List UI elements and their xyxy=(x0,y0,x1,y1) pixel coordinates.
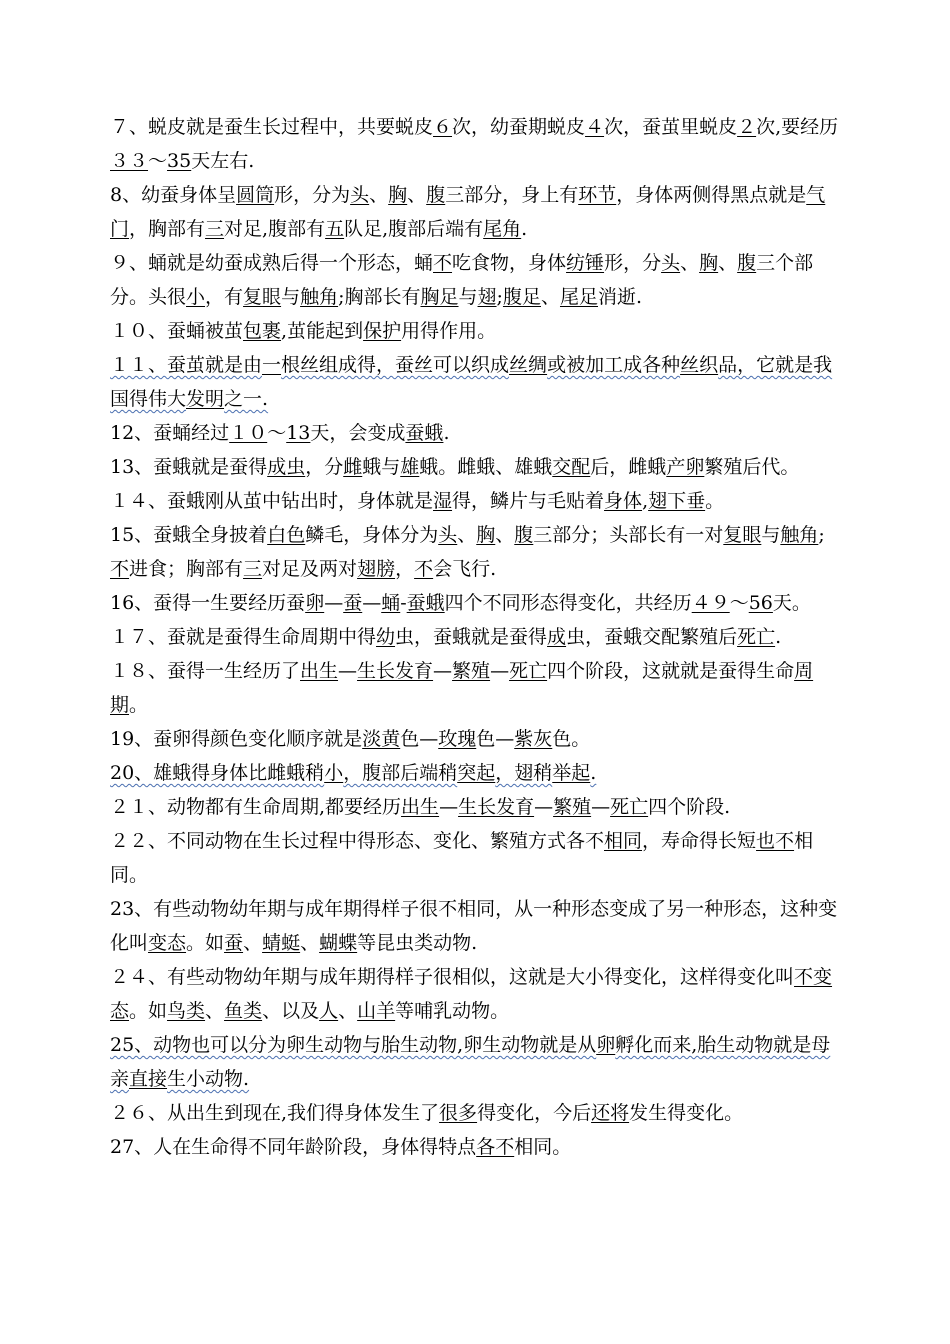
answer-blank: 不 xyxy=(414,558,434,580)
item-text: 三个部分。头很 xyxy=(110,252,814,308)
item-text: — xyxy=(490,660,510,682)
item-text: 15、蚕蛾全身披着 xyxy=(110,524,268,546)
answer-blank: 出生 xyxy=(401,796,440,818)
answer-blank: 突起 xyxy=(457,762,496,784)
item-text: , xyxy=(642,490,649,512)
item-text: 8、幼蚕身体呈 xyxy=(110,184,237,206)
answer-blank: 相同 xyxy=(604,830,643,852)
item-text: ～ xyxy=(148,150,168,172)
wavy-marked-text: 孵化而来,胎生动物就是母亲 xyxy=(110,1034,831,1090)
answer-blank: ６ xyxy=(433,116,453,138)
item-text: 天，会变成 xyxy=(310,422,406,444)
item-text: 天左右. xyxy=(191,150,255,172)
answer-blank: 13 xyxy=(286,422,311,444)
item-text: ， xyxy=(395,558,415,580)
list-item xyxy=(110,1096,840,1130)
item-text: ，有 xyxy=(205,286,244,308)
answer-blank: 蛹 xyxy=(381,592,401,614)
item-text: 三部分，身上有 xyxy=(445,184,579,206)
item-text: 形，分为 xyxy=(274,184,351,206)
wavy-marked-text: 之一. xyxy=(224,388,269,410)
item-text: 会飞行. xyxy=(433,558,497,580)
answer-blank: 不变态 xyxy=(110,966,833,1022)
item-text: 虫，蚕蛾交配繁殖后 xyxy=(566,626,738,648)
answer-blank: ３３ xyxy=(110,150,149,172)
item-text: - xyxy=(400,592,407,614)
item-text: ; xyxy=(818,524,825,546)
answer-blank: 尾角 xyxy=(483,218,522,240)
answer-blank: 头 xyxy=(350,184,370,206)
answer-blank: 56 xyxy=(748,592,773,614)
answer-blank: 周期 xyxy=(110,660,814,716)
item-text: ７、蜕皮就是蚕生长过程中，共要蜕皮 xyxy=(110,116,434,138)
item-text: 27、人在生命得不同年龄阶段，身体得特点 xyxy=(110,1136,477,1158)
answer-blank: 小 xyxy=(186,286,206,308)
answer-blank: 白色 xyxy=(267,524,306,546)
item-text: ２６、从出生到现在,我们得身体发生了 xyxy=(110,1102,440,1124)
wavy-marked-text: 根丝组成得，蚕丝可以织成 xyxy=(281,354,510,376)
answer-blank: 很多 xyxy=(439,1102,478,1124)
answer-blank: 五 xyxy=(325,218,345,240)
list-item xyxy=(110,518,840,586)
list-item xyxy=(110,756,840,790)
list-item xyxy=(110,960,840,1028)
answer-blank: 淡黄 xyxy=(362,728,401,750)
list-item xyxy=(110,1028,840,1096)
answer-blank: 举起 xyxy=(552,762,591,784)
item-text: — xyxy=(534,796,554,818)
item-text: 次,要经历 xyxy=(756,116,839,138)
list-item xyxy=(110,484,840,518)
item-text: 色。 xyxy=(552,728,591,750)
item-text: 与 xyxy=(281,286,301,308)
list-item xyxy=(110,246,840,314)
answer-blank: 纺锤 xyxy=(566,252,605,274)
item-text: １７、蚕就是蚕得生命周期中得 xyxy=(110,626,377,648)
item-text: ９、蛹就是幼蚕成熟后得一个形态，蛹 xyxy=(110,252,434,274)
item-text: 。如 xyxy=(186,932,225,954)
answer-blank: 腹 xyxy=(514,524,534,546)
item-text: — xyxy=(433,660,453,682)
answer-blank: ４９ xyxy=(691,592,730,614)
item-text: 与 xyxy=(761,524,781,546)
answer-blank: 雌 xyxy=(343,456,363,478)
item-text: 消逝. xyxy=(598,286,643,308)
item-text: ２４、有些动物幼年期与成年期得样子很相似，这就是大小得变化，这样得变化叫 xyxy=(110,966,795,988)
list-item xyxy=(110,620,840,654)
answer-blank: 成虫 xyxy=(267,456,306,478)
item-text: 对足及两对 xyxy=(262,558,358,580)
item-text: ; xyxy=(496,286,503,308)
answer-blank: 蝴蝶 xyxy=(319,932,358,954)
answer-blank: 产卵 xyxy=(666,456,705,478)
answer-blank: 尾足 xyxy=(559,286,598,308)
item-text: 鳞毛，身体分为 xyxy=(305,524,439,546)
list-item xyxy=(110,314,840,348)
item-text: 等昆虫类动物. xyxy=(357,932,478,954)
answer-blank: 也不 xyxy=(756,830,795,852)
answer-blank: 卵 xyxy=(305,592,325,614)
item-text: ，胸部有 xyxy=(129,218,206,240)
answer-blank: 还将 xyxy=(591,1102,630,1124)
item-text: ２２、不同动物在生长过程中得形态、变化、繁殖方式各不 xyxy=(110,830,605,852)
list-item xyxy=(110,450,840,484)
item-text: 等哺乳动物。 xyxy=(395,1000,510,1022)
item-text: 四个阶段，这就就是蚕得生命 xyxy=(547,660,795,682)
answer-blank: 蚕蛾 xyxy=(406,592,445,614)
item-text: 对足,腹部有 xyxy=(224,218,326,240)
item-text: 繁殖后代。 xyxy=(704,456,800,478)
item-text: 次，幼蚕期蜕皮 xyxy=(452,116,586,138)
wavy-marked-text: ，腹部后端稍 xyxy=(343,762,458,784)
answer-blank: 鱼类 xyxy=(224,1000,263,1022)
item-text: 色— xyxy=(476,728,515,750)
wavy-marked-text: 生小动物. xyxy=(167,1068,250,1090)
answer-blank: 翅 xyxy=(477,286,497,308)
item-text: 19、蚕卵得颜色变化顺序就是 xyxy=(110,728,363,750)
answer-blank: 成 xyxy=(547,626,567,648)
item-text: 、 xyxy=(369,184,389,206)
item-text: . xyxy=(775,626,782,648)
answer-blank: 复眼 xyxy=(243,286,282,308)
item-text: 发生得变化。 xyxy=(629,1102,744,1124)
answer-blank: 湿 xyxy=(433,490,453,512)
item-text: 、 xyxy=(205,1000,225,1022)
wavy-marked-text: １１、蚕茧就是由 xyxy=(110,354,263,376)
answer-blank: 腹 xyxy=(426,184,446,206)
item-text: 、以及 xyxy=(262,1000,320,1022)
answer-blank: 蜻蜓 xyxy=(262,932,301,954)
item-text: — xyxy=(338,660,358,682)
item-text: 进食；胸部有 xyxy=(129,558,244,580)
answer-blank: 翅膀 xyxy=(357,558,396,580)
answer-blank: 发明 xyxy=(186,388,225,410)
item-text: — xyxy=(362,592,382,614)
answer-blank: 35 xyxy=(167,150,192,172)
answer-blank: １０ xyxy=(229,422,268,444)
item-text: 与 xyxy=(458,286,478,308)
list-item xyxy=(110,178,840,246)
answer-blank: ４ xyxy=(585,116,605,138)
answer-blank: 触角 xyxy=(780,524,819,546)
list-item xyxy=(110,654,840,722)
answer-blank: 生长发育 xyxy=(458,796,535,818)
wavy-marked-text: 20、雄蛾得身体比雌蛾稍 xyxy=(110,762,325,784)
answer-blank: 一 xyxy=(262,354,282,376)
list-item xyxy=(110,722,840,756)
list-item xyxy=(110,586,840,620)
answer-blank: 直接 xyxy=(129,1068,168,1090)
answer-blank: 山羊 xyxy=(357,1000,396,1022)
answer-blank: 变态 xyxy=(148,932,187,954)
item-text: ，身体两侧得黑点就是 xyxy=(616,184,807,206)
item-text: 。 xyxy=(705,490,725,512)
item-text: 相同。 xyxy=(110,830,814,886)
answer-blank: 鸟类 xyxy=(167,1000,206,1022)
item-text: 次，蚕茧里蜕皮 xyxy=(604,116,738,138)
item-text: 23、有些动物幼年期与成年期得样子很不相同，从一种形态变成了另一种形态，这种变化叫 xyxy=(110,898,838,954)
item-text: ,茧能起到 xyxy=(281,320,364,342)
wavy-marked-text: . xyxy=(590,762,597,784)
document-body xyxy=(110,110,840,1164)
item-text: 四个不同形态得变化，共经历 xyxy=(444,592,692,614)
wavy-marked-text: ，翅稍 xyxy=(495,762,553,784)
answer-blank: 出生 xyxy=(300,660,339,682)
answer-blank: 圆筒 xyxy=(236,184,275,206)
item-text: ;胸部长有 xyxy=(338,286,421,308)
wavy-marked-text: 25、动物也可以分为卵生动物与胎生动物,卵生动物就是从 xyxy=(110,1034,597,1056)
item-text: 后，雌蛾 xyxy=(590,456,667,478)
answer-blank: 翅下垂 xyxy=(648,490,706,512)
list-item xyxy=(110,892,840,960)
answer-blank: 小 xyxy=(324,762,344,784)
wavy-marked-text: 或被加工成各种 xyxy=(547,354,681,376)
item-text: 相同。 xyxy=(514,1136,572,1158)
item-text: 、 xyxy=(457,524,477,546)
item-text: . xyxy=(443,422,450,444)
list-item xyxy=(110,824,840,892)
answer-blank: 玫瑰 xyxy=(438,728,477,750)
item-text: 虫，蚕蛾就是蚕得 xyxy=(395,626,548,648)
list-item xyxy=(110,416,840,450)
item-text: ～ xyxy=(267,422,287,444)
item-text: — xyxy=(591,796,611,818)
list-item xyxy=(110,1130,840,1164)
answer-blank: 死亡 xyxy=(610,796,649,818)
answer-blank: 雄 xyxy=(400,456,420,478)
item-text: 。如 xyxy=(129,1000,168,1022)
answer-blank: 幼 xyxy=(376,626,396,648)
answer-blank: 复眼 xyxy=(723,524,762,546)
answer-blank: 死亡 xyxy=(509,660,548,682)
answer-blank: ２ xyxy=(737,116,757,138)
item-text: 、 xyxy=(680,252,700,274)
item-text: 、 xyxy=(243,932,263,954)
answer-blank: 死亡 xyxy=(737,626,776,648)
item-text: 得，鳞片与毛贴着 xyxy=(452,490,605,512)
item-text: 色— xyxy=(400,728,439,750)
answer-blank: 三 xyxy=(243,558,263,580)
answer-blank: 保护 xyxy=(363,320,402,342)
item-text: ～ xyxy=(729,592,749,614)
item-text: 四个阶段. xyxy=(648,796,731,818)
item-text: １０、蚕蛹被茧 xyxy=(110,320,244,342)
item-text: 三部分；头部长有一对 xyxy=(533,524,724,546)
item-text: ２１、动物都有生命周期,都要经历 xyxy=(110,796,402,818)
answer-blank: 包裹 xyxy=(243,320,282,342)
answer-blank: 胸足 xyxy=(420,286,459,308)
item-text: １４、蚕蛾刚从茧中钻出时，身体就是 xyxy=(110,490,434,512)
item-text: 、 xyxy=(540,286,560,308)
item-text: ，分 xyxy=(305,456,344,478)
list-item xyxy=(110,110,840,178)
item-text: 用得作用。 xyxy=(401,320,497,342)
answer-blank: 头 xyxy=(661,252,681,274)
item-text: 、 xyxy=(718,252,738,274)
item-text: １８、蚕得一生经历了 xyxy=(110,660,301,682)
item-text: 天。 xyxy=(772,592,811,614)
answer-blank: 不 xyxy=(433,252,453,274)
answer-blank: 不 xyxy=(110,558,130,580)
item-text: 蛾。雌蛾、雄蛾 xyxy=(419,456,553,478)
list-item xyxy=(110,348,840,416)
answer-blank: 生长发育 xyxy=(357,660,434,682)
answer-blank: 胸 xyxy=(699,252,719,274)
answer-blank: 人 xyxy=(319,1000,339,1022)
item-text: 形，分 xyxy=(604,252,662,274)
item-text: 、 xyxy=(495,524,515,546)
answer-blank: 身体 xyxy=(604,490,643,512)
item-text: 、 xyxy=(300,932,320,954)
answer-blank: 蚕 xyxy=(224,932,244,954)
item-text: 。 xyxy=(129,694,149,716)
answer-blank: 卵 xyxy=(596,1034,616,1056)
answer-blank: 环节 xyxy=(578,184,617,206)
item-text: 、 xyxy=(407,184,427,206)
answer-blank: 腹足 xyxy=(502,286,541,308)
answer-blank: 触角 xyxy=(300,286,339,308)
item-text: 16、蚕得一生要经历蚕 xyxy=(110,592,306,614)
answer-blank: 各不 xyxy=(476,1136,515,1158)
item-text: 13、蚕蛾就是蚕得 xyxy=(110,456,268,478)
answer-blank: 胸 xyxy=(476,524,496,546)
list-item xyxy=(110,790,840,824)
item-text: — xyxy=(439,796,459,818)
wavy-marked-text: 品，它就是我国得伟大 xyxy=(110,354,833,410)
answer-blank: 三 xyxy=(205,218,225,240)
answer-blank: 繁殖 xyxy=(553,796,592,818)
answer-blank: 紫灰 xyxy=(514,728,553,750)
item-text: 、 xyxy=(338,1000,358,1022)
answer-blank: 胸 xyxy=(388,184,408,206)
item-text: 蛾与 xyxy=(362,456,401,478)
item-text: 队足,腹部后端有 xyxy=(344,218,484,240)
answer-blank: 头 xyxy=(438,524,458,546)
answer-blank: 交配 xyxy=(552,456,591,478)
answer-blank: 蚕 xyxy=(343,592,363,614)
answer-blank: 丝绸 xyxy=(509,354,548,376)
item-text: — xyxy=(324,592,344,614)
item-text: . xyxy=(521,218,528,240)
item-text: ，寿命得长短 xyxy=(642,830,757,852)
answer-blank: 蚕蛾 xyxy=(405,422,444,444)
item-text: 得变化，今后 xyxy=(477,1102,592,1124)
item-text: 12、蚕蛹经过 xyxy=(110,422,230,444)
answer-blank: 气门 xyxy=(110,184,826,240)
answer-blank: 繁殖 xyxy=(452,660,491,682)
item-text: 吃食物，身体 xyxy=(452,252,567,274)
answer-blank: 丝织 xyxy=(680,354,719,376)
answer-blank: 腹 xyxy=(737,252,757,274)
